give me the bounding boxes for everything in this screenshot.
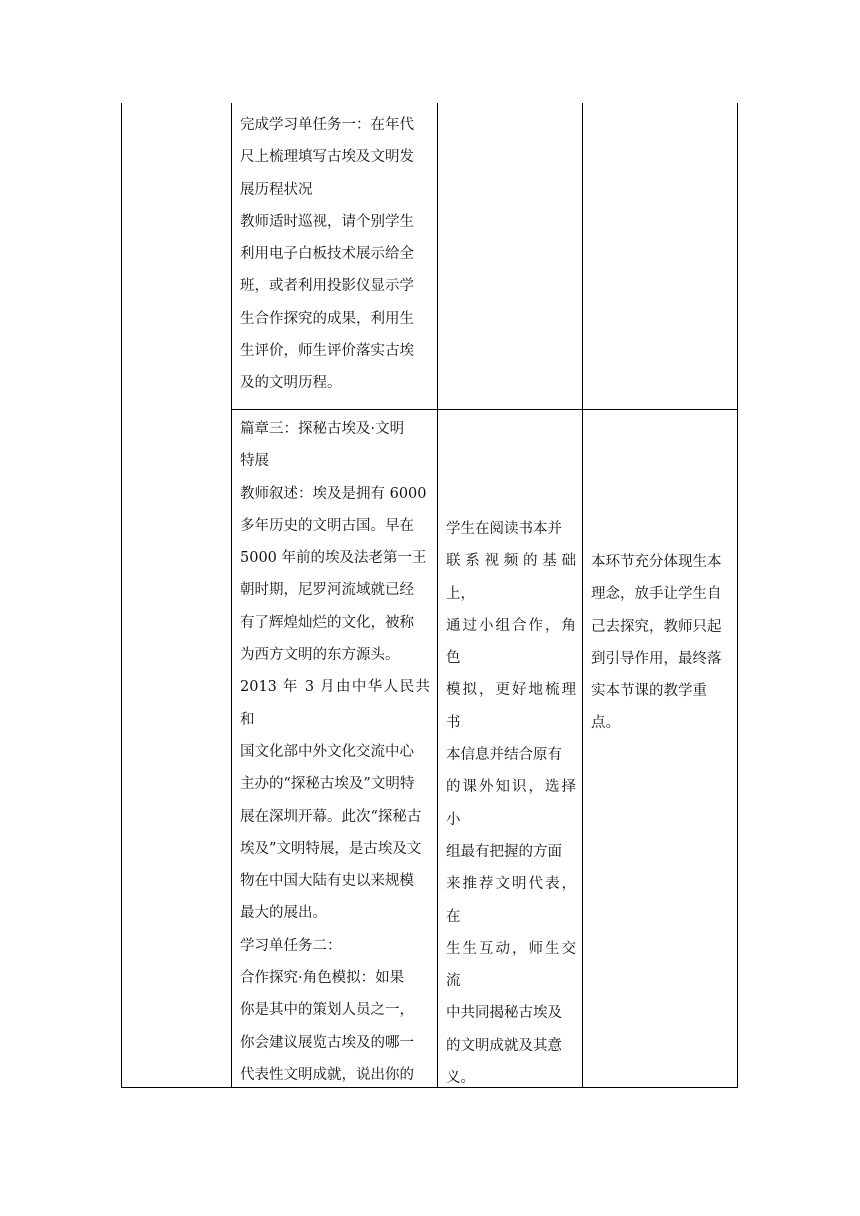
text-line: 教师适时巡视，请个别学生 [240, 213, 414, 230]
text-line: 的课外知识，选择小 [446, 779, 576, 828]
text-line: 特展 [240, 453, 269, 470]
text-line: 埃及”文明特展，是古埃及文 [240, 840, 422, 857]
row2-student-activity-cell [446, 513, 576, 1094]
text-line: 尺上梳理填写古埃及文明发 [240, 149, 414, 166]
text-line: 多年历史的文明古国。早在 [240, 517, 414, 534]
text-line: 代表性文明成就，说出你的 [240, 1066, 414, 1083]
text-line: 生评价，师生评价落实古埃 [240, 343, 414, 360]
text-line: 组最有把握的方面 [446, 843, 562, 860]
text-line: 篇章三：探秘古埃及·文明 [240, 421, 405, 437]
text-line: 模拟，更好地梳理书 [446, 682, 576, 731]
text-line: 你是其中的策划人员之一， [240, 1002, 414, 1019]
row2-procedure-cell [240, 413, 430, 1091]
text-line: 教师叙述：埃及是拥有 6000 [240, 485, 427, 502]
text-line: 生合作探究的成果，利用生 [240, 310, 414, 327]
text-line: 5000 年前的埃及法老第一王 [240, 550, 427, 567]
text-line: 到引导作用，最终落 [591, 650, 722, 667]
column-divider-1 [231, 103, 232, 1088]
row-divider [231, 409, 738, 410]
text-line: 学生在阅读书本并 [446, 521, 562, 537]
text-line: 物在中国大陆有史以来规模 [240, 873, 414, 890]
row1-procedure-cell [240, 109, 430, 400]
text-line: 通过小组合作，角色 [446, 617, 576, 667]
text-line: 你会建议展览古埃及的哪一 [240, 1034, 414, 1051]
text-line: 义。 [446, 1070, 475, 1087]
text-line: 国文化部中外文化交流中心 [240, 743, 414, 760]
text-line: 合作探究·角色模拟：如果 [240, 970, 405, 987]
column-divider-2 [437, 103, 438, 1088]
text-line: 朝时期，尼罗河流域就已经 [240, 582, 414, 599]
text-line: 最大的展出。 [240, 905, 327, 922]
text-line: 实本节课的教学重 [591, 683, 707, 700]
text-line: 联系视频的基础上， [446, 553, 576, 602]
text-line: 来推荐文明代表，在 [446, 876, 576, 925]
text-line: 的文明成就及其意 [446, 1037, 562, 1054]
text-line: 本环节充分体现生本 [591, 554, 722, 570]
text-line: 及的文明历程。 [240, 375, 342, 392]
text-line: 展历程状况 [240, 181, 313, 198]
text-line: 利用电子白板技术展示给全 [240, 246, 414, 263]
text-line: 本信息并结合原有 [446, 747, 562, 764]
text-line: 己去探究，教师只起 [591, 618, 722, 635]
table-border-left [121, 103, 122, 1088]
text-line: 中共同揭秘古埃及 [446, 1005, 562, 1022]
table-border-right [737, 103, 738, 1088]
text-line: 完成学习单任务一：在年代 [240, 117, 414, 133]
text-line: 主办的“探秘古埃及”文明特 [240, 776, 415, 793]
text-line: 为西方文明的东方源头。 [240, 647, 400, 664]
text-line: 点。 [591, 715, 620, 732]
text-line: 生生互动，师生交流 [446, 940, 576, 990]
text-line: 理念，放手让学生自 [591, 586, 722, 603]
text-line: 学习单任务二： [240, 937, 342, 954]
text-line: 班，或者利用投影仪显示学 [240, 278, 414, 295]
text-line: 展在深圳开幕。此次“探秘古 [240, 808, 422, 825]
text-line: 有了辉煌灿烂的文化，被称 [240, 614, 414, 631]
text-line: 2013 年 3 月由中华人民共和 [240, 679, 430, 728]
column-divider-3 [582, 103, 583, 1088]
row2-design-intent-cell [591, 546, 731, 740]
